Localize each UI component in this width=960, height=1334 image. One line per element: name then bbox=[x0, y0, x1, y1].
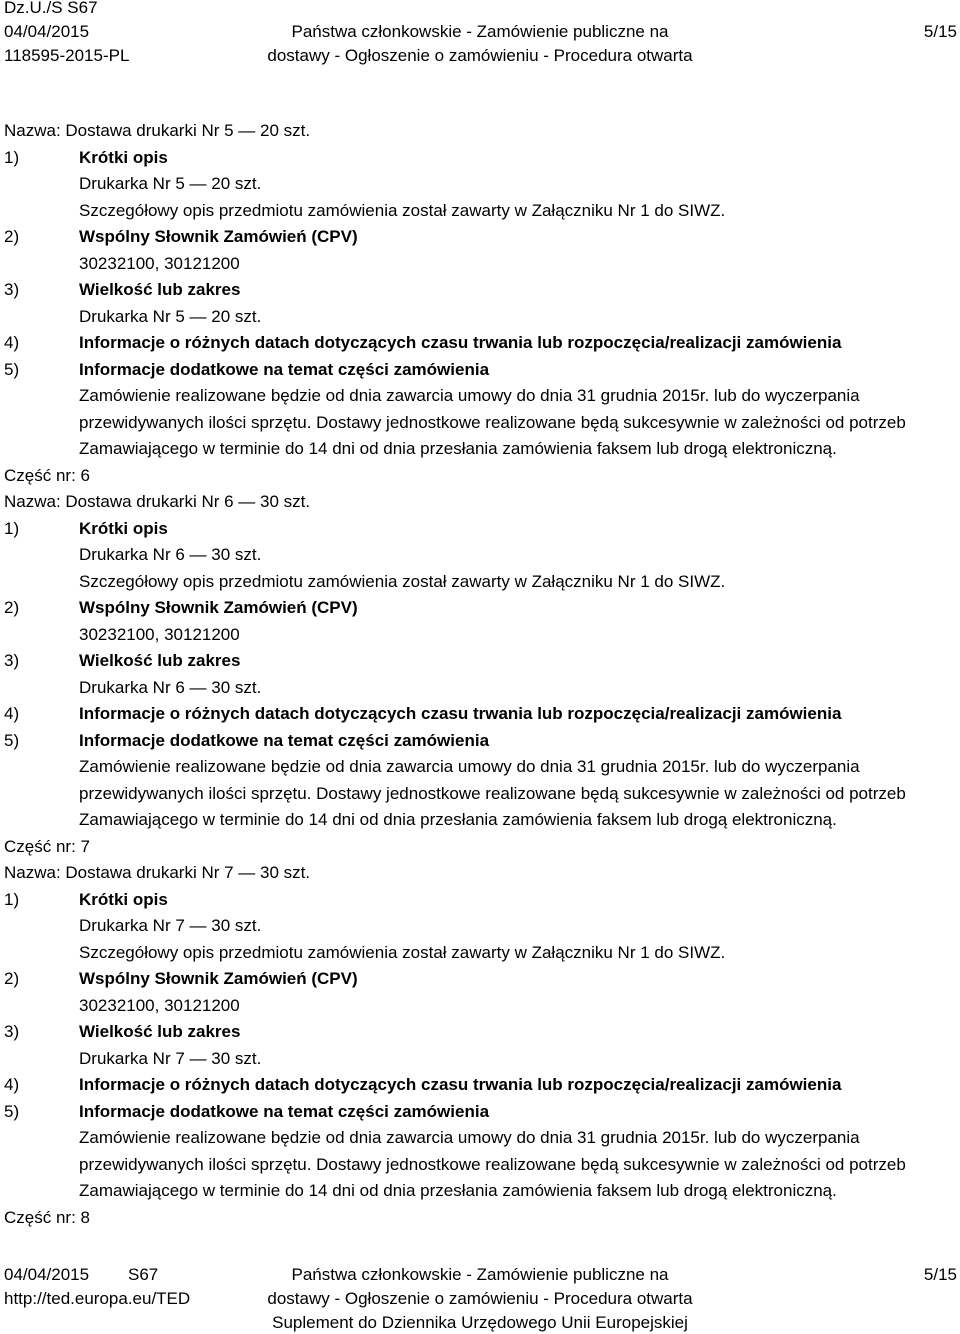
section-title: Krótki opis bbox=[79, 518, 168, 538]
footer-url[interactable]: http://ted.europa.eu/TED bbox=[4, 1289, 191, 1308]
section-text: Drukarka Nr 5 — 20 szt. bbox=[79, 174, 262, 193]
header-title-line2: dostawy - Ogłoszenie o zamówieniu - Procedura otwarta bbox=[267, 46, 693, 65]
section-heading bbox=[0, 357, 960, 384]
section-heading bbox=[0, 595, 960, 622]
header-date: 04/04/2015 bbox=[4, 22, 90, 41]
section-heading bbox=[0, 516, 960, 543]
section-text: Szczegółowy opis przedmiotu zamówienia został zawarty w Załączniku Nr 1 do SIWZ. bbox=[79, 200, 726, 220]
section-text: Drukarka Nr 7 — 30 szt. bbox=[79, 1048, 262, 1068]
section-number: 5) bbox=[4, 359, 20, 379]
document-line: Część nr: 6 bbox=[4, 465, 90, 485]
section-number: 3) bbox=[4, 1022, 20, 1041]
footer-title-line2: dostawy - Ogłoszenie o zamówieniu - Procedura otwarta bbox=[267, 1289, 693, 1308]
section-title: Wspólny Słownik Zamówień (CPV) bbox=[79, 598, 358, 617]
section-text: 30232100, 30121200 bbox=[79, 253, 240, 273]
section-title: Wielkość lub zakres bbox=[79, 651, 241, 670]
header-page-number: 5/15 bbox=[923, 22, 957, 41]
section-text: Szczegółowy opis przedmiotu zamówienia został zawarty w Załączniku Nr 1 do SIWZ. bbox=[79, 571, 726, 591]
section-number: 4) bbox=[4, 1075, 20, 1094]
section-number: 2) bbox=[4, 969, 20, 988]
section-number: 3) bbox=[4, 651, 20, 670]
section-text: przewidywanych ilości sprzętu. Dostawy jednostkowe realizowane będą sukcesywnie w zależności od potrzeb bbox=[79, 412, 906, 432]
section-number: 2) bbox=[4, 227, 20, 246]
section-text: Zamawiającego w terminie do 14 dni od dnia przesłania zamówienia faksem lub drogą elektroniczną. bbox=[79, 439, 837, 458]
page-footer bbox=[0, 1262, 960, 1334]
section-title: Wspólny Słownik Zamówień (CPV) bbox=[79, 227, 358, 246]
section-text: Drukarka Nr 6 — 30 szt. bbox=[79, 677, 262, 697]
section-title: Krótki opis bbox=[79, 889, 168, 909]
section-title: Krótki opis bbox=[79, 147, 168, 167]
section-number: 3) bbox=[4, 280, 20, 299]
footer-page-number: 5/15 bbox=[923, 1265, 957, 1284]
section-text: 30232100, 30121200 bbox=[79, 995, 240, 1015]
section-title: Informacje dodatkowe na temat części zamówienia bbox=[79, 359, 490, 379]
section-title: Informacje dodatkowe na temat części zamówienia bbox=[79, 730, 490, 750]
journal-reference: Dz.U./S S67 bbox=[4, 0, 98, 17]
document-line: Część nr: 7 bbox=[4, 836, 90, 856]
section-heading bbox=[0, 330, 960, 357]
section-heading bbox=[0, 277, 960, 304]
section-heading bbox=[0, 1019, 960, 1046]
section-text: Zamawiającego w terminie do 14 dni od dnia przesłania zamówienia faksem lub drogą elektroniczną. bbox=[79, 810, 837, 829]
section-heading bbox=[0, 145, 960, 172]
section-text: Zamówienie realizowane będzie od dnia zawarcia umowy do dnia 31 grudnia 2015r. lub do wyczerpania bbox=[79, 757, 860, 776]
section-heading bbox=[0, 1072, 960, 1099]
footer-title-line1: Państwa członkowskie - Zamówienie publiczne na bbox=[291, 1265, 669, 1284]
section-title: Wielkość lub zakres bbox=[79, 1022, 241, 1041]
section-number: 5) bbox=[4, 1101, 20, 1121]
section-text: Zamówienie realizowane będzie od dnia zawarcia umowy do dnia 31 grudnia 2015r. lub do wyczerpania bbox=[79, 1128, 860, 1147]
footer-issue: S67 bbox=[128, 1265, 159, 1284]
document-line: Nazwa: Dostawa drukarki Nr 6 — 30 szt. bbox=[4, 492, 311, 511]
section-heading bbox=[0, 224, 960, 251]
section-text: Drukarka Nr 5 — 20 szt. bbox=[79, 306, 262, 326]
section-title: Informacje dodatkowe na temat części zamówienia bbox=[79, 1101, 490, 1121]
section-number: 2) bbox=[4, 598, 20, 617]
section-heading bbox=[0, 648, 960, 675]
section-number: 1) bbox=[4, 147, 20, 167]
section-text: Zamawiającego w terminie do 14 dni od dnia przesłania zamówienia faksem lub drogą elektroniczną. bbox=[79, 1181, 837, 1200]
section-text: Zamówienie realizowane będzie od dnia zawarcia umowy do dnia 31 grudnia 2015r. lub do wyczerpania bbox=[79, 386, 860, 405]
section-title: Wspólny Słownik Zamówień (CPV) bbox=[79, 969, 358, 988]
section-text: Drukarka Nr 7 — 30 szt. bbox=[79, 916, 262, 935]
section-number: 1) bbox=[4, 518, 20, 538]
document-line: Część nr: 8 bbox=[4, 1207, 90, 1227]
section-number: 5) bbox=[4, 730, 20, 750]
section-heading bbox=[0, 701, 960, 728]
section-heading bbox=[0, 1099, 960, 1126]
section-title: Informacje o różnych datach dotyczących czasu trwania lub rozpoczęcia/realizacji zamówienia bbox=[79, 333, 842, 352]
section-text: 30232100, 30121200 bbox=[79, 624, 240, 644]
page-header bbox=[0, 0, 960, 72]
section-number: 1) bbox=[4, 889, 20, 909]
notice-number: 118595-2015-PL bbox=[4, 46, 130, 65]
footer-date: 04/04/2015 bbox=[4, 1265, 90, 1284]
section-title: Informacje o różnych datach dotyczących czasu trwania lub rozpoczęcia/realizacji zamówienia bbox=[79, 704, 842, 723]
section-heading bbox=[0, 966, 960, 993]
section-number: 4) bbox=[4, 704, 20, 723]
header-title-line1: Państwa członkowskie - Zamówienie publiczne na bbox=[291, 22, 669, 41]
section-text: przewidywanych ilości sprzętu. Dostawy jednostkowe realizowane będą sukcesywnie w zależności od potrzeb bbox=[79, 1154, 906, 1174]
section-text: Drukarka Nr 6 — 30 szt. bbox=[79, 545, 262, 564]
section-heading bbox=[0, 728, 960, 755]
document-line: Nazwa: Dostawa drukarki Nr 7 — 30 szt. bbox=[4, 863, 311, 882]
footer-title-line3: Suplement do Dziennika Urzędowego Unii Europejskiej bbox=[272, 1313, 688, 1332]
section-text: przewidywanych ilości sprzętu. Dostawy jednostkowe realizowane będą sukcesywnie w zależności od potrzeb bbox=[79, 783, 906, 803]
document-body bbox=[0, 118, 960, 1231]
section-title: Informacje o różnych datach dotyczących czasu trwania lub rozpoczęcia/realizacji zamówienia bbox=[79, 1075, 842, 1094]
section-heading bbox=[0, 887, 960, 914]
section-title: Wielkość lub zakres bbox=[79, 280, 241, 299]
document-line: Nazwa: Dostawa drukarki Nr 5 — 20 szt. bbox=[4, 121, 311, 140]
section-text: Szczegółowy opis przedmiotu zamówienia został zawarty w Załączniku Nr 1 do SIWZ. bbox=[79, 942, 726, 962]
section-number: 4) bbox=[4, 333, 20, 352]
